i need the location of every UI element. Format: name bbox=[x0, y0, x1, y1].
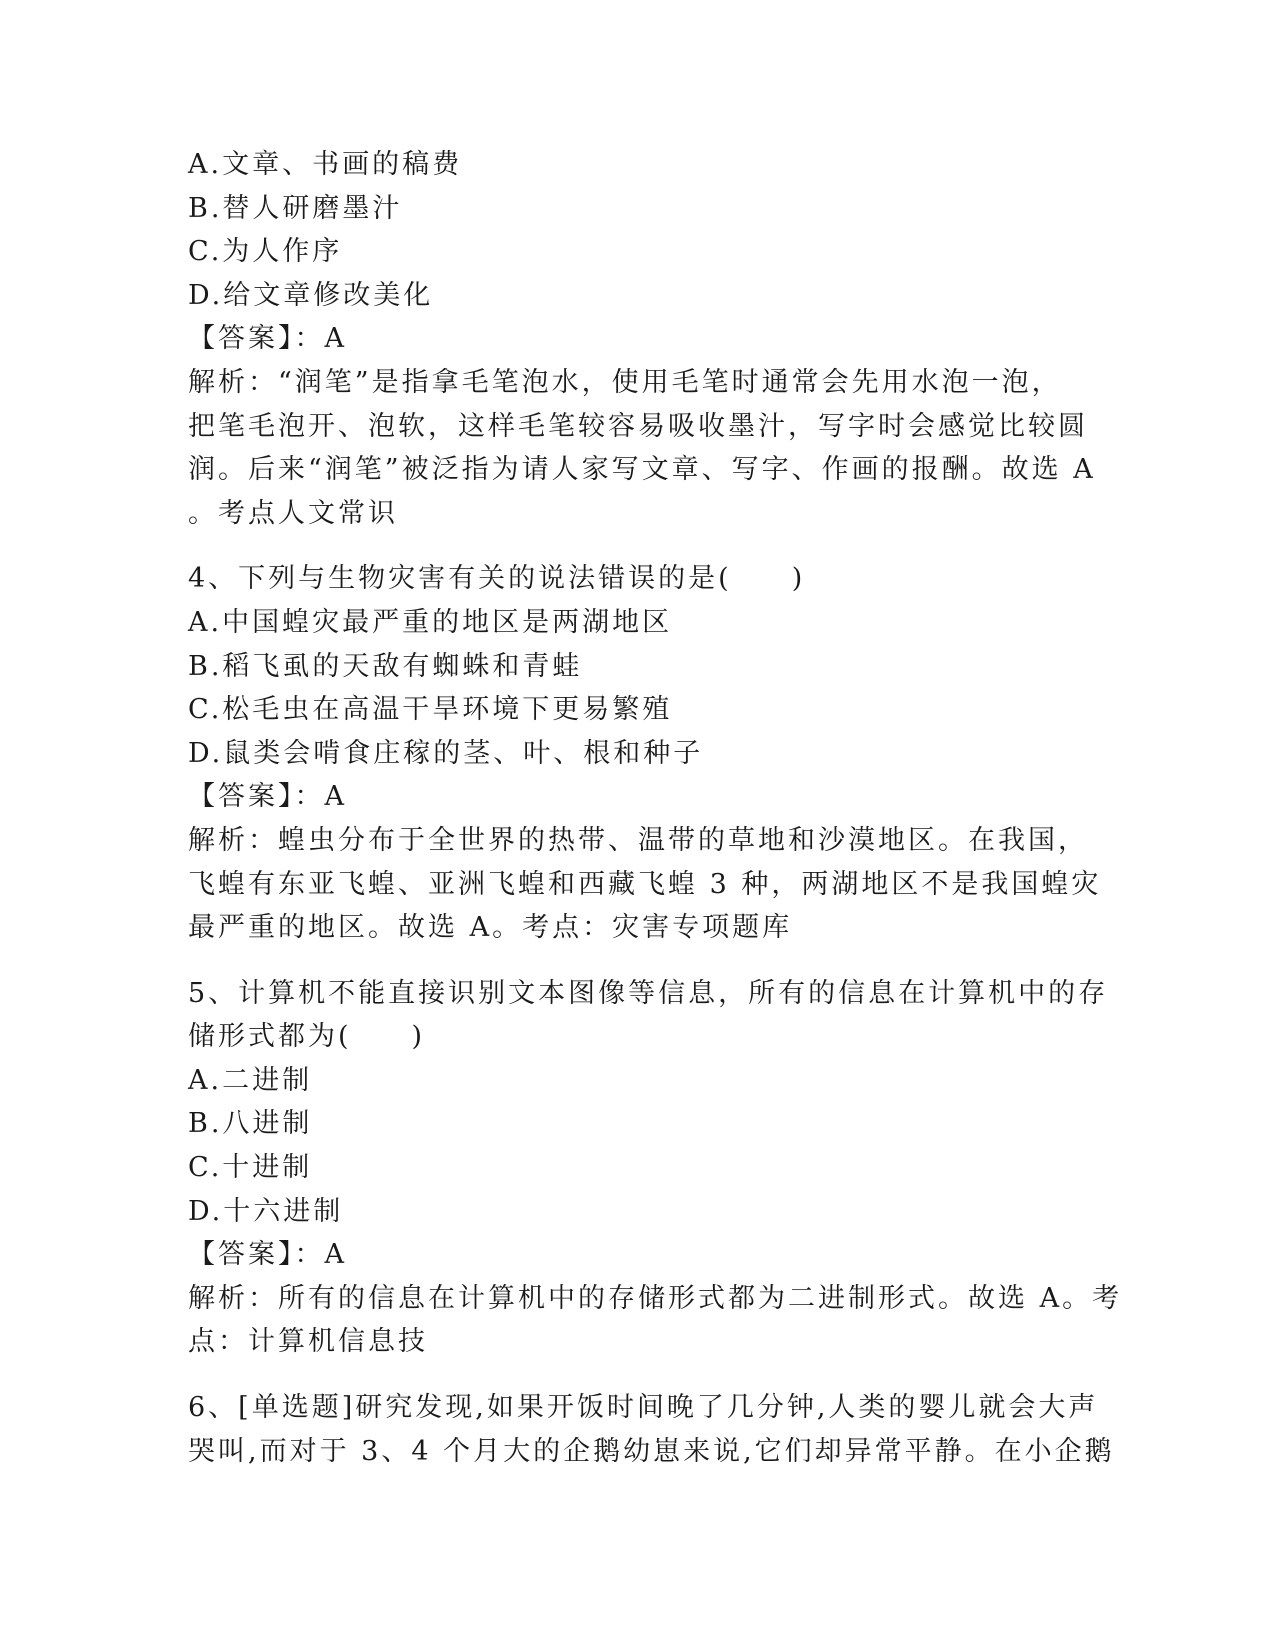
q5-option-d: D.十六进制 bbox=[188, 1195, 344, 1227]
q3-analysis-line: 润。后来“润笔”被泛指为请人家写文章、写字、作画的报酬。故选 A bbox=[188, 454, 1096, 486]
q3-analysis-line: 解析：“润笔”是指拿毛笔泡水，使用毛笔时通常会先用水泡一泡， bbox=[188, 366, 1062, 398]
q3-analysis-line: 。考点人文常识 bbox=[188, 497, 398, 529]
q4-analysis-line: 飞蝗有东亚飞蝗、亚洲飞蝗和西藏飞蝗 3 种，两湖地区不是我国蝗灾 bbox=[188, 868, 1102, 900]
q3-option-c: C.为人作序 bbox=[188, 236, 343, 268]
q5-option-a: A.二进制 bbox=[188, 1064, 313, 1096]
q5-stem-line: 储形式都为( ) bbox=[188, 1021, 426, 1053]
question-3 bbox=[188, 143, 1096, 535]
q3-answer: 【答案】：A bbox=[188, 323, 347, 355]
q5-option-b: B.八进制 bbox=[188, 1108, 313, 1140]
q5-analysis-line: 点：计算机信息技 bbox=[188, 1326, 428, 1358]
spacer bbox=[188, 535, 1088, 557]
q4-option-c: C.松毛虫在高温干旱环境下更易繁殖 bbox=[188, 694, 673, 726]
q5-option-c: C.十进制 bbox=[188, 1152, 313, 1184]
spacer bbox=[188, 1364, 1088, 1386]
q4-analysis-line: 最严重的地区。故选 A。考点：灾害专项题库 bbox=[188, 912, 793, 944]
q3-analysis-line: 把笔毛泡开、泡软，这样毛笔较容易吸收墨汁，写字时会感觉比较圆 bbox=[188, 410, 1088, 442]
q3-option-b: B.替人研磨墨汁 bbox=[188, 192, 403, 224]
q5-analysis-line: 解析：所有的信息在计算机中的存储形式都为二进制形式。故选 A。考 bbox=[188, 1282, 1123, 1314]
q4-answer: 【答案】：A bbox=[188, 781, 347, 813]
q4-stem: 4、下列与生物灾害有关的说法错误的是( ) bbox=[188, 563, 806, 595]
q4-option-b: B.稻飞虱的天敌有蜘蛛和青蛙 bbox=[188, 650, 583, 682]
q4-option-d: D.鼠类会啃食庄稼的茎、叶、根和种子 bbox=[188, 737, 704, 769]
q3-option-d: D.给文章修改美化 bbox=[188, 279, 434, 311]
question-4 bbox=[188, 557, 1102, 949]
q6-stem-line: 6、[单选题]研究发现,如果开饭时间晚了几分钟,人类的婴儿就会大声 bbox=[188, 1392, 1099, 1424]
q5-answer: 【答案】：A bbox=[188, 1239, 347, 1271]
q6-stem-line: 哭叫,而对于 3、4 个月大的企鹅幼崽来说,它们却异常平静。在小企鹅 bbox=[188, 1435, 1115, 1467]
q4-option-a: A.中国蝗灾最严重的地区是两湖地区 bbox=[188, 606, 673, 638]
spacer bbox=[188, 950, 1088, 972]
exam-page bbox=[188, 143, 1123, 1473]
q5-stem-line: 5、计算机不能直接识别文本图像等信息，所有的信息在计算机中的存 bbox=[188, 977, 1109, 1009]
question-6 bbox=[188, 1386, 1115, 1473]
q3-option-a: A.文章、书画的稿费 bbox=[188, 149, 463, 180]
question-5 bbox=[188, 972, 1123, 1364]
q4-analysis-line: 解析：蝗虫分布于全世界的热带、温带的草地和沙漠地区。在我国， bbox=[188, 824, 1088, 856]
